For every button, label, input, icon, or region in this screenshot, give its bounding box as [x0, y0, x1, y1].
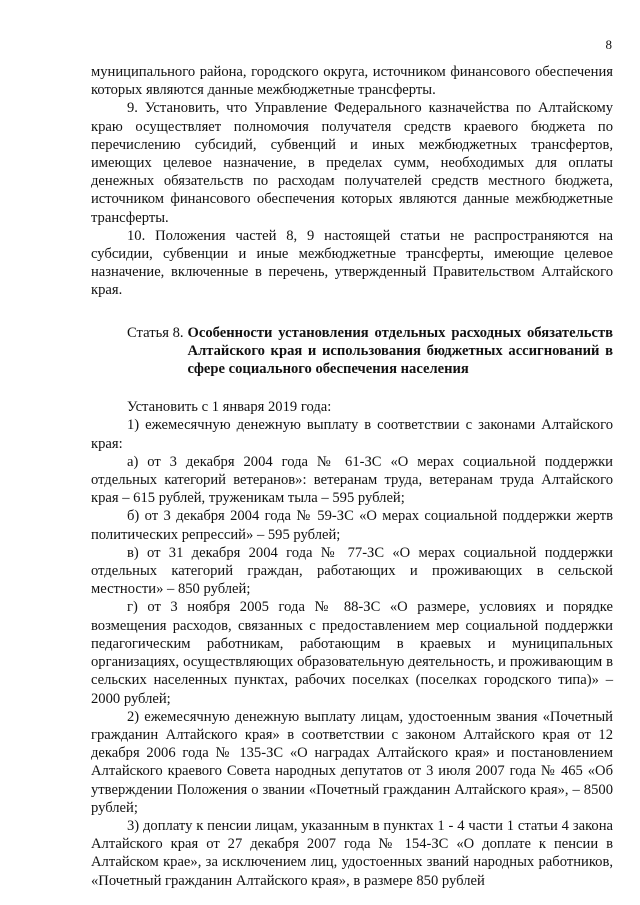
document-body: [91, 63, 613, 890]
article-heading: [91, 324, 613, 379]
paragraph-point-3: 3) доплату к пенсии лицам, указанным в пунктах 1 - 4 части 1 статьи 4 закона Алтайского края от 27 декабря 2007 года № 154-ЗС «О доплате к пенсии в Алтайском крае», за исключением лиц, удостоенных званий народных работников, «Почетный гражданин Алтайского края», в размере 850 рублей: [91, 817, 613, 889]
page-number: 8: [605, 37, 612, 52]
paragraph-subpoint-b: б) от 3 декабря 2004 года № 59-ЗС «О мерах социальной поддержки жертв политических репрессий» – 595 рублей;: [91, 508, 613, 543]
paragraph-subpoint-a: а) от 3 декабря 2004 года № 61-ЗС «О мерах социальной поддержки отдельных категорий ветеранов»: ветеранам труда, ветеранам труда Алтайского края – 615 рублей, труженикам тыла – 595 рублей;: [91, 453, 613, 507]
paragraph-continuation: муниципального района, городского округа, источником финансового обеспечения которых являются данные межбюджетные трансферты.: [91, 64, 613, 99]
article-label: Статья 8.: [127, 324, 184, 341]
paragraph-point-1: 1) ежемесячную денежную выплату в соответствии с законами Алтайского края:: [91, 417, 613, 452]
paragraph-item-10: 10. Положения частей 8, 9 настоящей статьи не распространяются на субсидии, субвенции и иные межбюджетные трансферты, имеющие целевое назначение, включенные в перечень, утвержденный Правительством Алтайского края.: [91, 227, 613, 299]
paragraph-intro: Установить с 1 января 2019 года:: [127, 399, 332, 416]
paragraph-point-2: 2) ежемесячную денежную выплату лицам, удостоенным звания «Почетный гражданин Алтайского края» в соответствии с законом Алтайского края от 12 декабря 2006 года № 135-ЗС «О наградах Алтайского края» и постановлением Алтайского краевого Совета народных депутатов от 3 июля 2007 года № 465 «Об утверждении Положения о звании «Почетный гражданин Алтайского края», – 8500 рублей;: [91, 708, 613, 816]
paragraph-subpoint-g: г) от 3 ноября 2005 года № 88-ЗС «О размере, условиях и порядке возмещения расходов, связанных с предоставлением мер социальной поддержки педагогическим работникам, работающим в краевых и муниципальных организациях, осуществляющих образовательную деятельность, и проживающим в сельских населенных пунктах, рабочих поселках (поселках городского типа)» – 2000 рублей;: [91, 599, 613, 707]
paragraph-item-9: 9. Установить, что Управление Федерального казначейства по Алтайскому краю осуществляет полномочия получателя средств краевого бюджета по перечислению субсидий, субвенций и иных межбюджетных трансфертов, имеющих целевое назначение, в пределах сумм, необходимых для оплаты денежных обязательств по расходам получателей средств местного бюджета, источником финансового обеспечения которых являются данные межбюджетные трансферты.: [91, 100, 613, 226]
paragraph-subpoint-v: в) от 31 декабря 2004 года № 77-ЗС «О мерах социальной поддержки отдельных категорий граждан, работающих и проживающих в сельской местности» – 850 рублей;: [91, 544, 613, 598]
article-title: Особенности установления отдельных расходных обязательств Алтайского края и использования бюджетных ассигнований в сфере социального обеспечения населения: [187, 324, 613, 378]
